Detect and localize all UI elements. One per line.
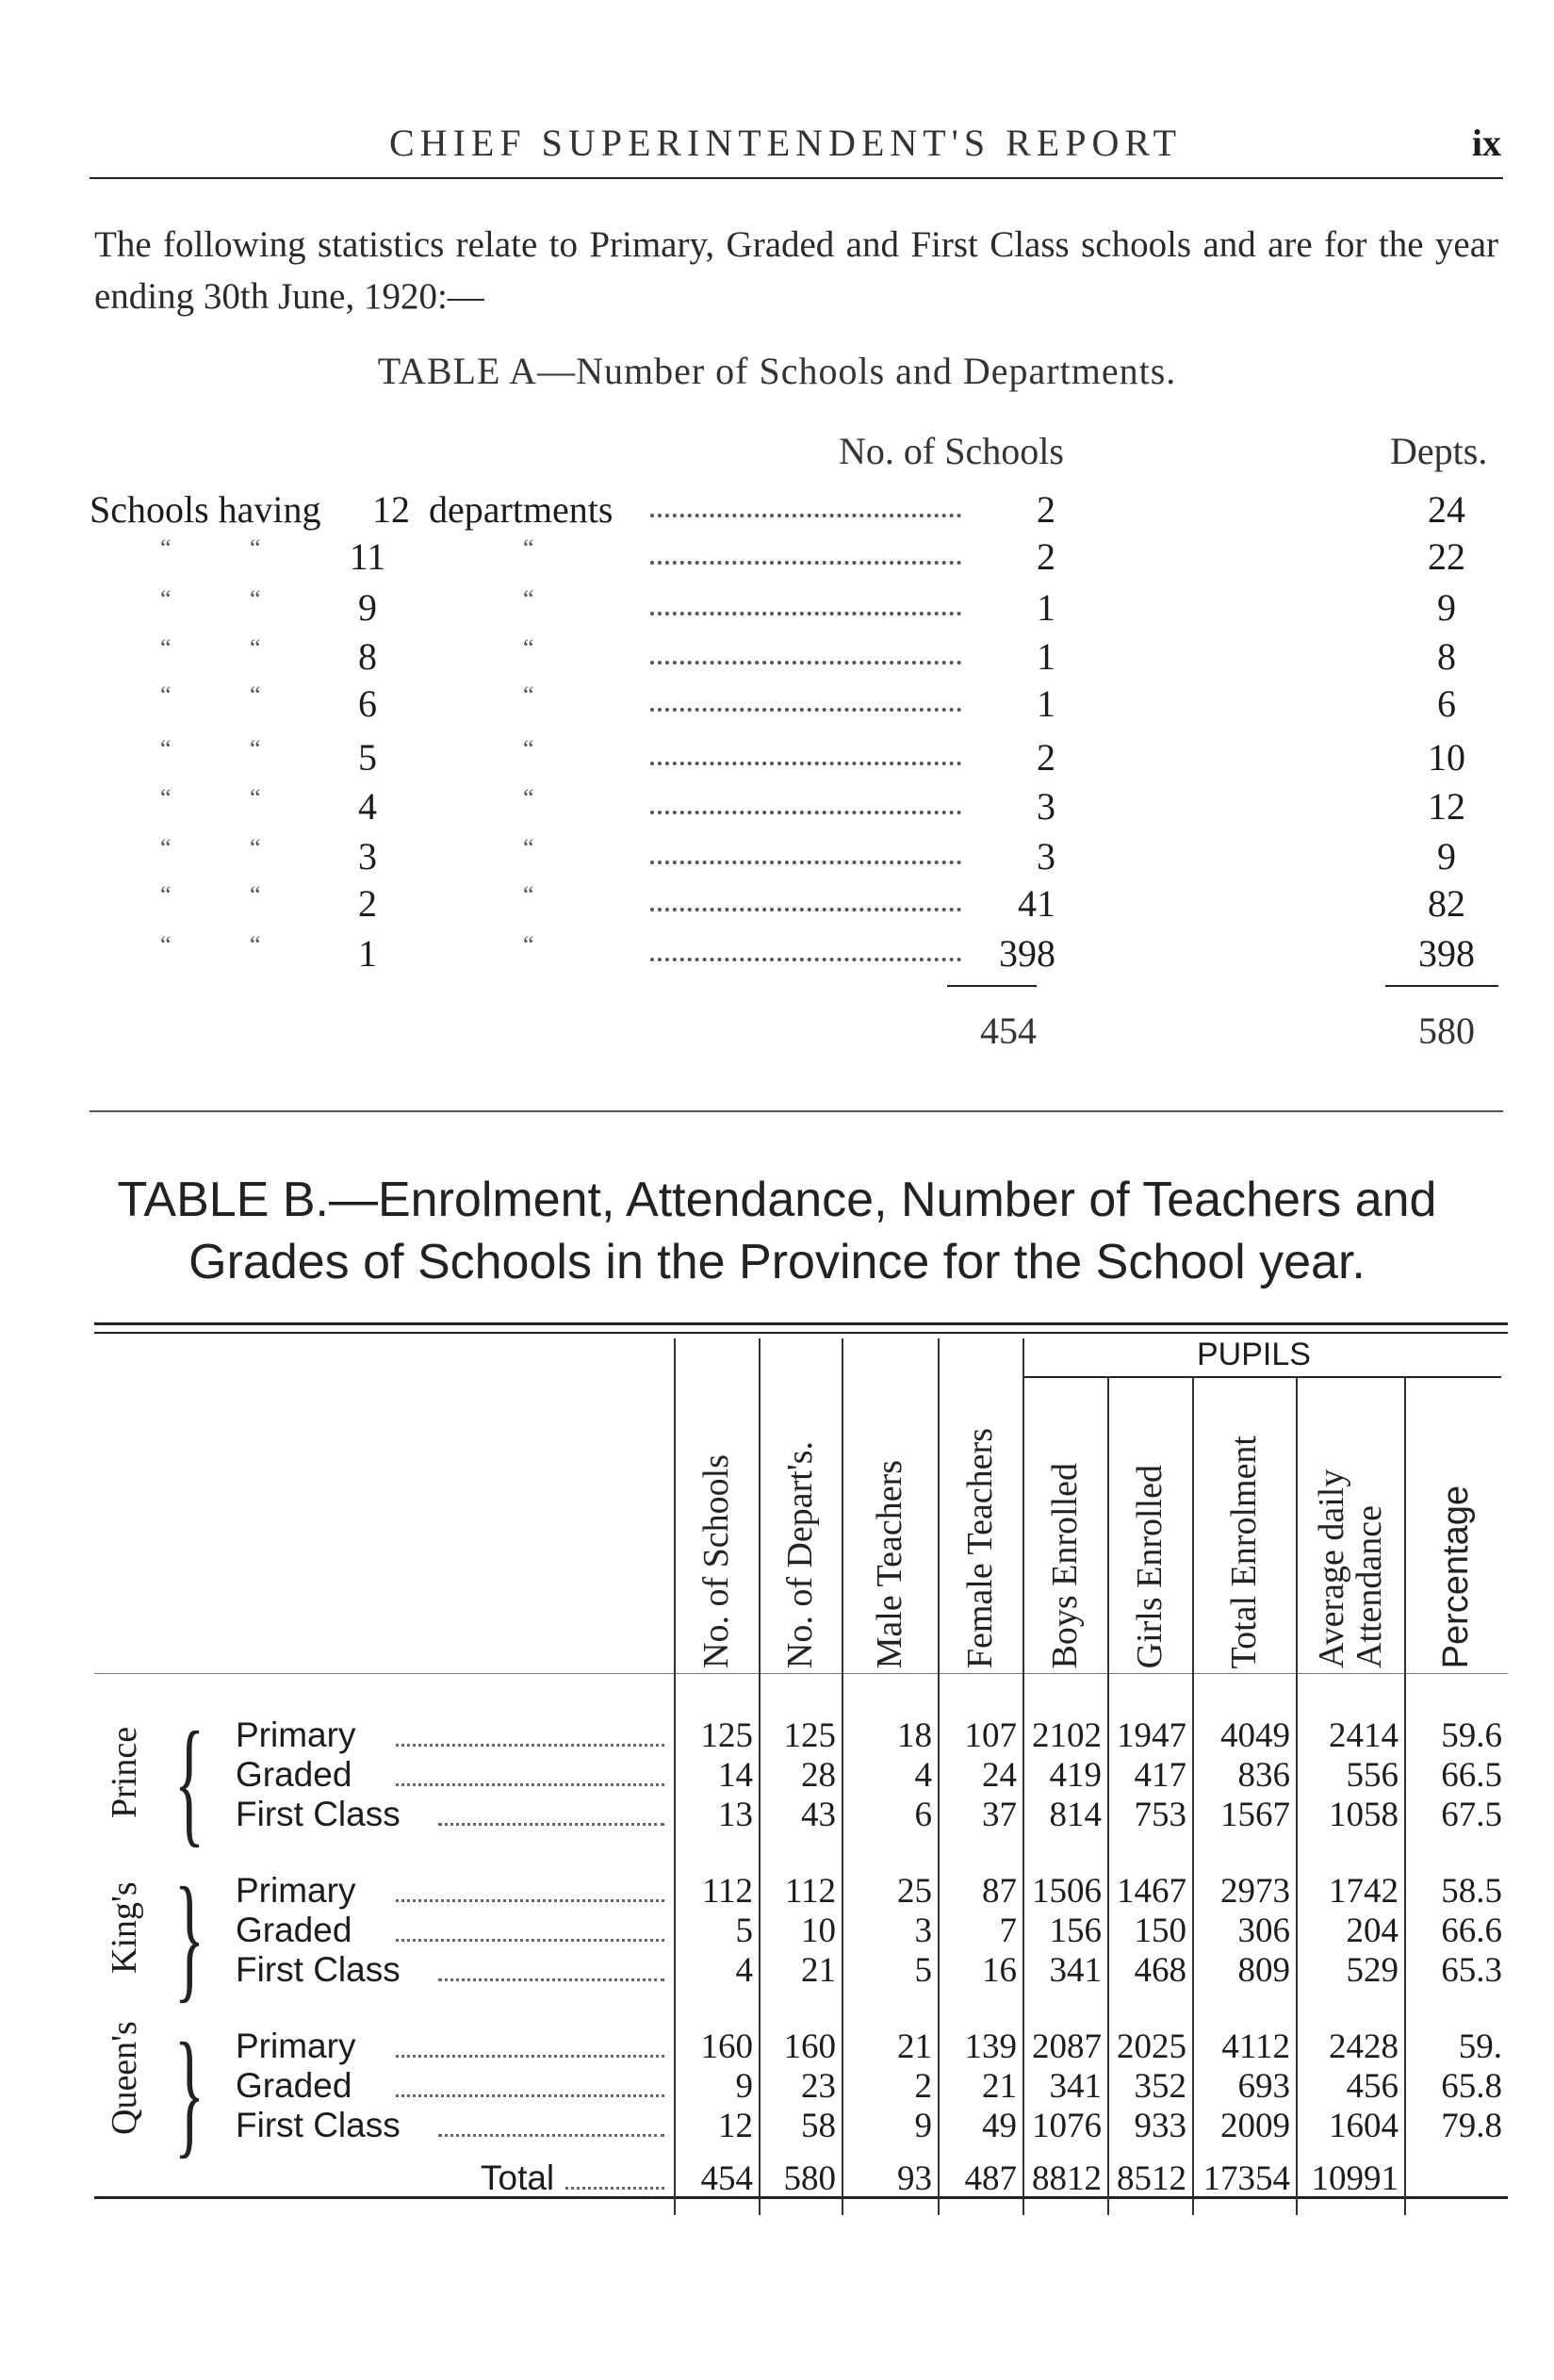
table-b-cell: 37 [982,1796,1017,1834]
table-a-row-deps: 6 [358,682,377,725]
table-b-row [0,2027,1554,2066]
group-brace: { [173,1703,205,1860]
table-b-cell: 10 [801,1912,836,1950]
table-b-cell: 58 [801,2107,836,2145]
table-b-row [0,1871,1554,1911]
table-b-row-label: Primary [236,1871,356,1910]
table-b-cell: 5 [914,1951,932,1990]
table-a-ditto-3: “ [523,534,534,562]
table-b-row [0,1950,1554,1990]
table-a-row [0,681,1554,734]
table-a-row [0,534,1554,587]
table-b-cell: 2087 [1032,2027,1102,2066]
table-b-cell: 21 [982,2067,1017,2106]
table-b-col-header [1404,1338,1508,1668]
table-b-cell: 25 [897,1872,932,1911]
running-head-title: CHIEF SUPERINTENDENT'S REPORT [389,122,1183,164]
table-b-cell: 125 [700,1716,753,1755]
table-a-row-deps: 4 [358,785,377,828]
table-a-row-depts: 10 [1428,736,1465,779]
table-b-total-cell: 454 [700,2159,753,2198]
table-a-row [0,634,1554,687]
table-b-cell: 49 [982,2107,1017,2145]
pupils-header: PUPILS [1197,1337,1311,1372]
table-b-cell: 160 [700,2027,753,2066]
table-a-ditto-1: “ [160,585,172,613]
table-b-col-header-text: No. of Depart's. [780,1440,820,1668]
table-a-ditto-3: “ [523,634,534,662]
table-a-ditto-3: “ [523,585,534,613]
table-a-ditto-3: “ [523,931,534,959]
table-a-row-depts: 9 [1437,835,1456,878]
table-a-row-deps: 11 [349,535,386,578]
table-b-cell: 1467 [1117,1872,1186,1911]
table-b-cell: 9 [735,2067,753,2106]
table-b-row-label: First Class [236,2106,401,2144]
section-divider [90,1110,1503,1112]
table-a-ditto-1: “ [160,881,172,909]
table-b-title-line2: Grades of Schools in the Province for the School year. [188,1235,1366,1289]
table-b-cell: 836 [1237,1756,1290,1795]
table-b-cell: 112 [784,1872,836,1911]
table-b-cell: 352 [1134,2067,1186,2106]
table-b-cell: 12 [718,2107,753,2145]
table-a-ditto-3: “ [523,735,534,763]
table-b-leader-dots [396,1899,664,1902]
table-b-cell: 4112 [1221,2027,1290,2066]
table-b-cell: 814 [1049,1796,1102,1834]
table-b-cell: 59.6 [1441,1716,1502,1755]
table-a-ditto-1: “ [160,784,172,812]
table-b-cell: 529 [1346,1951,1399,1990]
table-a-row-schools: 1 [1037,635,1055,678]
table-b-row-label: Primary [236,2027,356,2065]
province-label: Prince [105,1726,144,1818]
table-a-row [0,784,1554,837]
table-a-total-rule-schools [947,985,1037,987]
table-b-cell: 125 [783,1716,836,1755]
table-b-cell: 21 [897,2027,932,2066]
table-b-title [0,1169,1554,1293]
table-b-cell: 107 [964,1716,1017,1755]
table-b-col-header-text: No. of Schools [696,1454,736,1668]
table-a-row-depts: 8 [1437,635,1456,678]
table-b-cell: 16 [982,1951,1017,1990]
table-a-ditto-2: “ [250,881,261,909]
table-b-cell: 933 [1134,2107,1186,2145]
table-b-cell: 341 [1049,2067,1102,2106]
table-b-cell: 6 [914,1796,932,1834]
table-a-row-label-lead: Schools having [90,488,321,531]
table-b-cell: 1058 [1329,1796,1399,1834]
table-b-col-header-text: Percentage [1435,1485,1476,1668]
table-b-top-rule [94,1322,1508,1325]
table-a-ditto-2: “ [250,834,261,862]
table-b-cell: 1742 [1329,1872,1399,1911]
table-a-ditto-1: “ [160,735,172,763]
table-a-row-schools: 2 [1037,736,1055,779]
table-a-row-schools: 3 [1037,835,1055,878]
table-b-row [0,1795,1554,1834]
table-b-cell: 79.8 [1441,2107,1502,2145]
table-a-total-rule-depts [1385,985,1498,987]
table-a-leader-dots [650,642,961,665]
table-b-col-header [1192,1338,1296,1668]
table-b-cell: 468 [1134,1951,1186,1990]
table-a-ditto-1: “ [160,834,172,862]
table-b-row [0,2066,1554,2106]
table-b-col-header-text: Female Teachers [960,1427,1000,1668]
table-a-ditto-2: “ [250,585,261,613]
table-b-cell: 1076 [1032,2107,1102,2145]
table-b-cell: 1604 [1329,2107,1399,2145]
table-a-leader-dots [650,842,961,864]
table-b-col-header-text: Male Teachers [870,1459,909,1668]
table-a-total-depts: 580 [1418,1009,1475,1052]
table-b-col-header [674,1338,759,1668]
table-b-cell: 43 [801,1796,836,1834]
table-b-cell: 65.3 [1441,1951,1502,1990]
table-b-row-label: Graded [236,1911,352,1949]
table-a-row [0,735,1554,788]
table-a-row-depts: 24 [1428,488,1465,531]
table-b-total-cell: 17354 [1202,2159,1290,2198]
table-b-row-label: Primary [236,1715,356,1754]
province-label: Queen's [105,2021,144,2135]
table-b-cell: 341 [1049,1951,1102,1990]
table-b-cell: 204 [1346,1912,1399,1950]
table-b-cell: 693 [1237,2067,1290,2106]
table-b-title-line1: TABLE B.—Enrolment, Attendance, Number of Teachers and [117,1173,1437,1227]
table-a-ditto-1: “ [160,634,172,662]
table-b-col-header-text: Average daily Attendance [1311,1469,1389,1668]
table-b-col-header-text: Total Enrolment [1224,1435,1264,1668]
table-a-row-schools: 41 [1018,882,1055,925]
table-b-cell: 65.8 [1441,2067,1502,2106]
table-b-col-header-text: Girls Enrolled [1130,1464,1170,1668]
table-a-col-schools: No. of Schools [839,430,1064,472]
table-b-row [0,1715,1554,1755]
table-a-row-schools: 2 [1037,535,1055,578]
table-b-cell: 13 [718,1796,753,1834]
table-a-row [0,585,1554,638]
table-b-cell: 753 [1134,1796,1186,1834]
table-b-cell: 14 [718,1756,753,1795]
table-b-cell: 66.5 [1441,1756,1502,1795]
table-a-ditto-3: “ [523,784,534,812]
table-a-ditto-1: “ [160,931,172,959]
table-b-cell: 18 [897,1716,932,1755]
table-a-row-schools: 398 [999,932,1055,975]
table-b-leader-dots [396,2055,664,2058]
table-b-leader-dots [565,2187,664,2190]
table-b-cell: 112 [701,1872,753,1911]
table-b-col-header [842,1338,938,1668]
table-b-cell: 59. [1458,2027,1502,2066]
table-b-cell: 139 [964,2027,1017,2066]
table-b-cell: 306 [1237,1912,1290,1950]
table-b-leader-dots [396,1783,664,1786]
table-b-leader-dots [438,1823,664,1826]
table-a-row-deps: 1 [358,932,377,975]
table-b-total-cell: 8812 [1032,2159,1102,2198]
table-b-cell: 21 [801,1951,836,1990]
table-a-ditto-3: “ [523,834,534,862]
table-b-cell: 556 [1346,1756,1399,1795]
table-b-cell: 4 [735,1951,753,1990]
table-b-leader-dots [396,1744,664,1747]
table-b-total-cell: 580 [783,2159,836,2198]
table-a-leader-dots [650,939,961,961]
table-b-cell: 2025 [1117,2027,1186,2066]
table-a-row-schools: 1 [1037,682,1055,725]
table-a-row-depts: 82 [1428,882,1465,925]
table-b-cell: 2414 [1329,1716,1399,1755]
table-a-leader-dots [650,889,961,911]
table-a-row-label-unit: departments [429,488,613,531]
table-b-cell: 24 [982,1756,1017,1795]
table-a-ditto-1: “ [160,534,172,562]
table-a-ditto-2: “ [250,634,261,662]
table-b-cell: 160 [783,2027,836,2066]
table-b-row-label: Graded [236,2066,352,2105]
table-a-ditto-2: “ [250,681,261,709]
table-b-total-label: Total [481,2158,555,2197]
table-a-total-schools: 454 [980,1009,1037,1052]
table-b-row [0,1911,1554,1950]
table-a-row-schools: 1 [1037,586,1055,629]
table-b-cell: 5 [735,1912,753,1950]
table-b-cell: 150 [1134,1912,1186,1950]
table-a-ditto-3: “ [523,881,534,909]
table-b-cell: 809 [1237,1951,1290,1990]
table-b-col-header-text: Boys Enrolled [1045,1462,1085,1668]
table-a-ditto-3: “ [523,681,534,709]
table-a-col-depts: Depts. [1390,430,1488,472]
table-b-col-header [1107,1338,1192,1668]
table-b-total-cell: 8512 [1117,2159,1186,2198]
table-b-cell: 156 [1049,1912,1102,1950]
table-a-row-schools: 2 [1037,488,1055,531]
table-b-cell: 28 [801,1756,836,1795]
table-a-leader-dots [650,542,961,565]
table-b-cell: 7 [999,1912,1017,1950]
table-a-row [0,881,1554,934]
table-b-cell: 456 [1346,2067,1399,2106]
table-a-row-deps: 9 [358,586,377,629]
province-label: King's [105,1881,144,1974]
table-a-ditto-1: “ [160,681,172,709]
table-b-col-header [938,1338,1022,1668]
table-b-row [0,2106,1554,2145]
table-b-row [0,1755,1554,1795]
table-a-row-depts: 9 [1437,586,1456,629]
table-a-row [0,931,1554,984]
table-a-row-depts: 22 [1428,535,1465,578]
table-a-leader-dots [650,743,961,765]
table-a-title: TABLE A—Number of Schools and Departments. [377,350,1177,392]
table-b-cell: 9 [914,2107,932,2145]
table-b-cell: 417 [1134,1756,1186,1795]
table-b-cell: 1567 [1220,1796,1290,1834]
table-b-cell: 3 [914,1912,932,1950]
table-b-cell: 4049 [1220,1716,1290,1755]
table-a-ditto-2: “ [250,784,261,812]
table-b-leader-dots [396,1939,664,1942]
intro-paragraph: The following statistics relate to Primary, Graded and First Class schools and are for the year ending 30th June, 1920:— [94,224,1498,317]
table-b-cell: 2102 [1032,1716,1102,1755]
table-a-ditto-2: “ [250,534,261,562]
table-a-row [0,487,1554,540]
table-b-total-cell: 10991 [1311,2159,1399,2198]
group-brace: } [173,2014,205,2171]
table-b-total-cell: 487 [964,2159,1017,2198]
table-b-cell: 66.6 [1441,1912,1502,1950]
table-b-row-label: First Class [236,1795,401,1833]
table-a-leader-dots [650,495,961,517]
table-b-cell: 87 [982,1872,1017,1911]
table-b-cell: 23 [801,2067,836,2106]
table-b-total-row [0,2158,1554,2198]
table-b-total-cell: 93 [897,2159,932,2198]
table-a-leader-dots [650,689,961,712]
table-a-row-schools: 3 [1037,785,1055,828]
table-b-cell: 419 [1049,1756,1102,1795]
table-b-leader-dots [396,2094,664,2097]
table-b-cell: 1947 [1117,1716,1186,1755]
table-b-cell: 2009 [1220,2107,1290,2145]
page-number: ix [1471,122,1501,164]
table-a-leader-dots [650,792,961,814]
table-b-col-header [759,1338,842,1668]
table-b-cell: 58.5 [1441,1872,1502,1911]
running-head [0,121,1554,168]
table-b-row-label: First Class [236,1950,401,1989]
table-a-row [0,834,1554,887]
table-b-cell: 2 [914,2067,932,2106]
table-b-col-header [1296,1338,1404,1668]
table-a-row-deps: 12 [372,488,410,531]
table-a-ditto-2: “ [250,931,261,959]
group-brace: } [173,1859,205,2015]
table-b-cell: 2428 [1329,2027,1399,2066]
table-a-row-deps: 3 [358,835,377,878]
table-a-row-deps: 8 [358,635,377,678]
table-b-cell: 67.5 [1441,1796,1502,1834]
table-a-row-depts: 12 [1428,785,1465,828]
table-b-leader-dots [438,1978,664,1981]
table-a-row-depts: 398 [1418,932,1475,975]
table-a-row-deps: 5 [358,736,377,779]
table-b-top-rule-2 [94,1332,1508,1334]
head-rule [90,177,1503,179]
table-b-row-label: Graded [236,1755,352,1794]
table-a-row-deps: 2 [358,882,377,925]
table-a-leader-dots [650,593,961,616]
table-b-cell: 1506 [1032,1872,1102,1911]
table-a-row-depts: 6 [1437,682,1456,725]
table-a-ditto-2: “ [250,735,261,763]
table-b-leader-dots [438,2134,664,2137]
table-b-cell: 4 [914,1756,932,1795]
table-b-col-header [1022,1338,1107,1668]
table-b-cell: 2973 [1220,1872,1290,1911]
